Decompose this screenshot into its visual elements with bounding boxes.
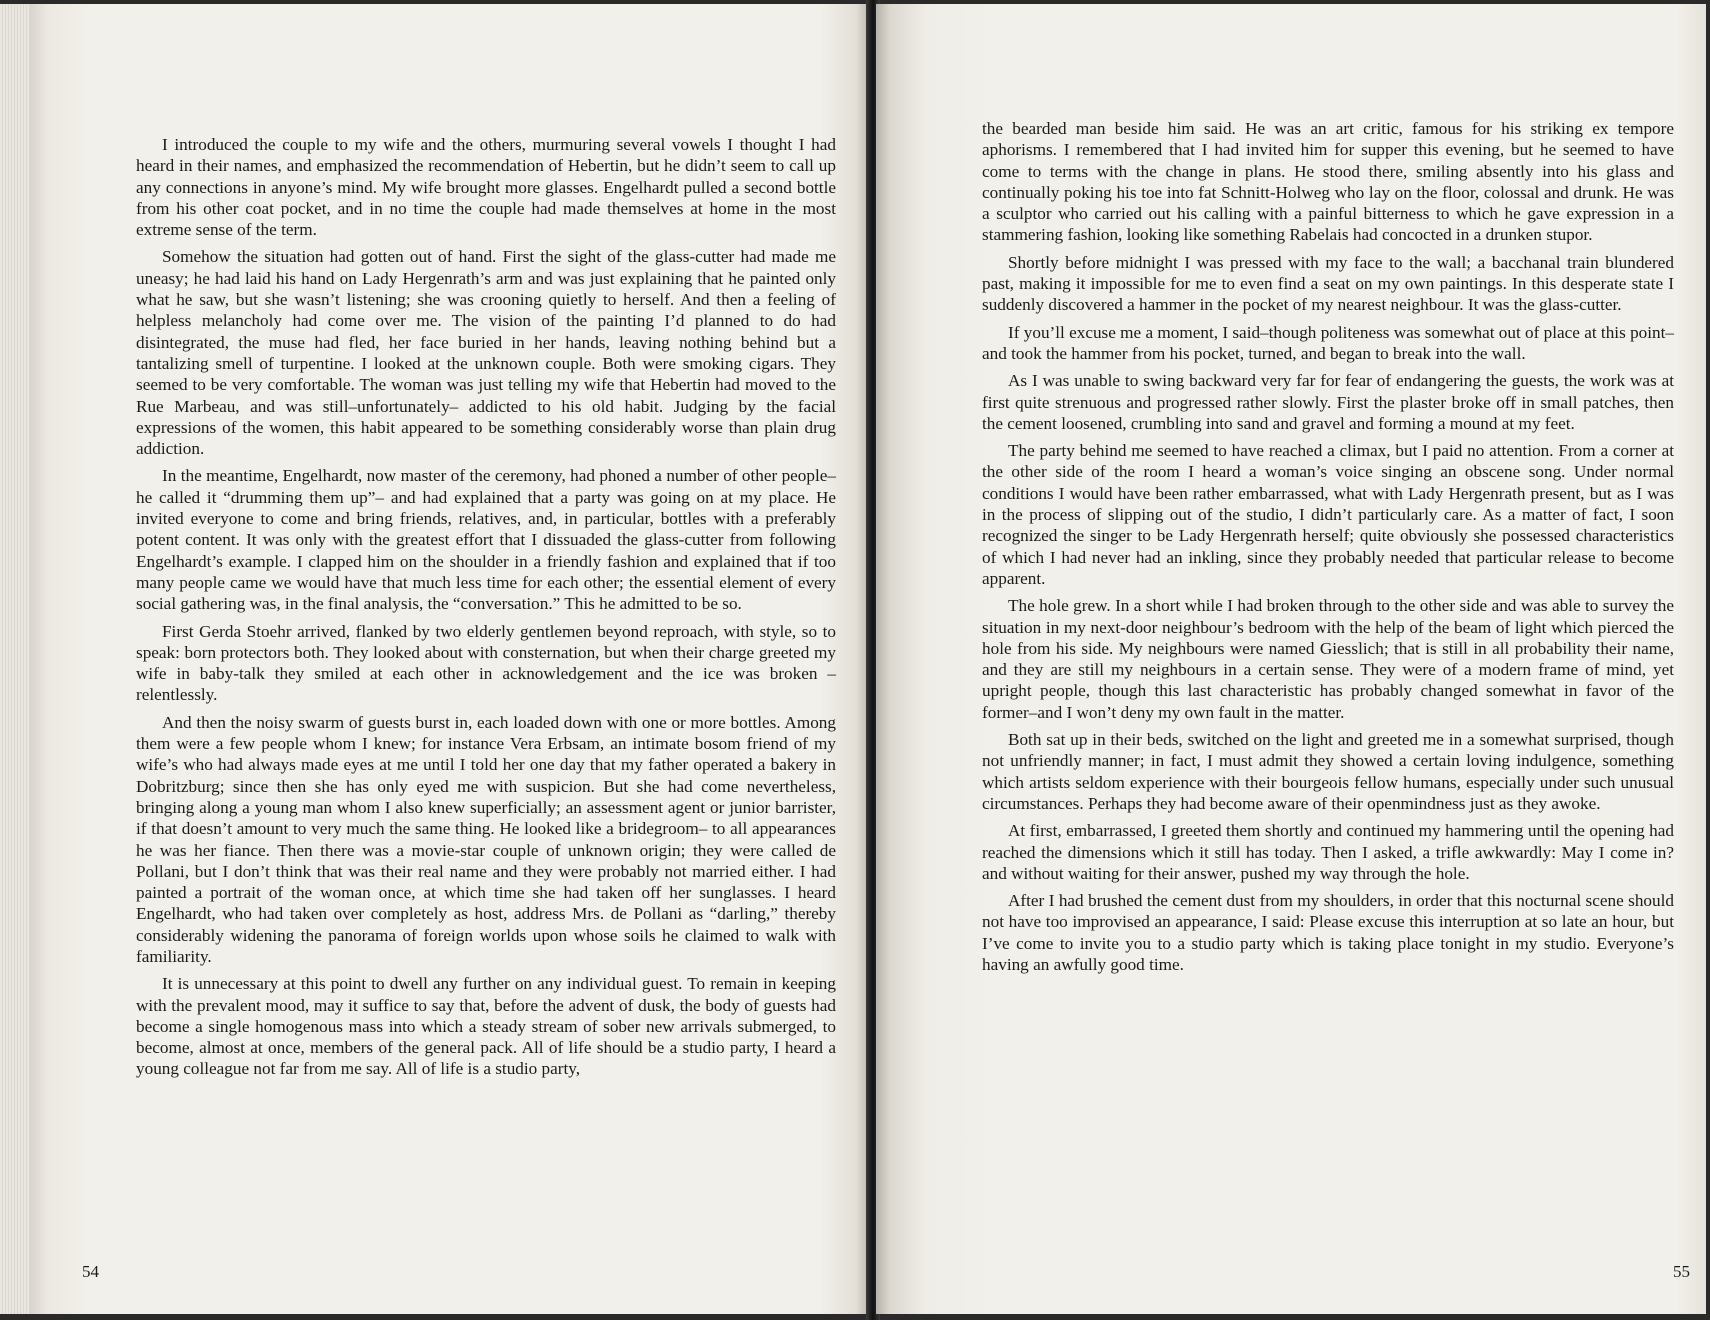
paragraph: Somehow the situation had gotten out of hand. First the sight of the glass-cutter had made me uneasy; he had laid his hand on Lady Hergenrath’s arm and was just explaining that he painted only what he saw, but she wasn’t listening; she was crooning quietly to herself. And then a feeling of helpless melancholy had come over me. The vision of the painting I’d planned to do had disintegrated, the muse had fled, her face buried in her hands, leaving nothing behind but a tantalizing smell of turpentine. I looked at the unknown couple. Both were smoking cigars. They seemed to be very comfortable. The woman was just telling my wife that Hebertin had moved to the Rue Marbeau, and was still–unfortunately– addicted to his old habit. Judging by the facial expressions of the women, this habit appeared to be something considerably worse than plain drug addiction. <box>136 247 836 459</box>
paragraph: After I had brushed the cement dust from my shoulders, in order that this nocturnal scene should not have too improvised an appearance, I said: Please excuse this interruption at so late an hour, but I’ve come to invite you to a studio party which is taking place tonight in my studio. Everyone’s having an awfully good time. <box>982 891 1674 974</box>
paragraph: In the meantime, Engelhardt, now master of the ceremony, had phoned a number of other people– he called it “drumming them up”– and had explained that a party was going on at my place. He invited everyone to come and bring friends, relatives, and, in particular, bottles with a preferably potent content. It was only with the greatest effort that I dissuaded the glass-cutter from following Engelhardt’s example. I clapped him on the shoulder in a friendly fashion and explained that if too many people came we would have that much less time for each other; the essential element of every social gathering was, in the final analysis, the “conversation.” This he admitted to be so. <box>136 466 836 614</box>
paragraph-continued: the bearded man beside him said. He was an art critic, famous for his striking ex tempore aphorisms. I remembered that I had invited him for supper this evening, but he seemed to have come to terms with the change in plans. He stood there, smiling absently into his glass and continually poking his toe into fat Schnitt-Holweg who lay on the floor, colossal and drunk. He was a sculptor who carried out his calling with a painful bitterness to which he gave expression in a stammering fashion, looking like something Rabelais had concocted in a drunken stupor. <box>982 119 1674 245</box>
paragraph: Shortly before midnight I was pressed with my face to the wall; a bacchanal train blundered past, making it impossible for me to even find a seat on my own paintings. In this desperate state I suddenly discovered a hammer in the pocket of my nearest neighbour. It was the glass-cutter. <box>982 252 1674 315</box>
paragraph: As I was unable to swing backward very far for fear of endangering the guests, the work was at first quite strenuous and progressed rather slowly. First the plaster broke off in small patches, then the cement loosened, crumbling into sand and gravel and forming a mound at my feet. <box>982 371 1674 433</box>
right-page <box>876 4 1706 1314</box>
page-edges <box>0 4 32 1314</box>
left-page-text <box>136 134 836 1086</box>
paragraph: The hole grew. In a short while I had broken through to the other side and was able to survey the situation in my next-door neighbour’s bedroom with the help of the beam of light which pierced the hole from his side. My neighbours were named Giesslich; that is still in all probability their name, and they are still my neighbours in a certain sense. They were of a modern frame of mind, yet upright people, though this last characteristic has probably changed somewhat in favor of the former–and I won’t deny my own fault in the matter. <box>982 596 1674 722</box>
paragraph: At first, embarrassed, I greeted them shortly and continued my hammering until the opening had reached the dimensions which it still has today. Then I asked, a trifle awkwardly: May I come in? and without waiting for their answer, pushed my way through the hole. <box>982 821 1674 883</box>
page-number: 54 <box>82 1262 99 1281</box>
left-page <box>30 4 870 1314</box>
paragraph: And then the noisy swarm of guests burst in, each loaded down with one or more bottles. Among them were a few people whom I knew; for instance Vera Erbsam, an intimate bosom friend of my wife’s who had always made eyes at me until I told her one day that my father operated a bakery in Dobritzburg; since then she has only eyed me with suspicion. But she had come nevertheless, bringing along a young man whom I also knew superficially; an assessment agent or junior barrister, if that doesn’t amount to very much the same thing. He looked like a bridegroom– to all appearances he was her fiance. Then there was a movie-star couple of unknown origin; they were called de Pollani, but I don’t think that was their real name and they were probably not married either. I had painted a portrait of the woman once, at which time she had taken off her sunglasses. I heard Engelhardt, who had taken over completely as host, address Mrs. de Pollani as “darling,” thereby considerably widening the panorama of foreign worlds upon whose soils he claimed to walk with familiarity. <box>136 712 836 966</box>
paragraph: Both sat up in their beds, switched on the light and greeted me in a somewhat surprised, though not unfriendly manner; in fact, I must admit they showed a certain loving indulgence, something which artists seldom experience with their bourgeois fellow humans, especially under such unusual circumstances. Perhaps they had become aware of their openmindness just as they awoke. <box>982 730 1674 813</box>
paragraph: The party behind me seemed to have reached a climax, but I paid no attention. From a corner at the other side of the room I heard a woman’s voice singing an obscene song. Under normal conditions I would have been rather embarrassed, what with Lady Hergenrath present, but as I was in the process of slipping out of the studio, I didn’t particularly care. As a matter of fact, I soon recognized the singer to be Lady Hergenrath herself; quite obviously she possessed characteristics of which I had never had an inkling, since they probably needed that particular release to become apparent. <box>982 441 1674 588</box>
page-number: 55 <box>1673 1262 1690 1281</box>
paragraph: If you’ll excuse me a moment, I said–though politeness was somewhat out of place at this point–and took the hammer from his pocket, turned, and began to break into the wall. <box>982 322 1674 363</box>
paragraph: First Gerda Stoehr arrived, flanked by two elderly gentlemen beyond reproach, with style, so to speak: born protectors both. They looked about with consternation, but when their charge greeted my wife in baby-talk they smiled at each other in acknowledgement and the ice was broken – relentlessly. <box>136 621 836 705</box>
paragraph: It is unnecessary at this point to dwell any further on any individual guest. To remain in keeping with the prevalent mood, may it suffice to say that, before the advent of dusk, the body of guests had become a single homogenous mass into which a steady stream of sober new arrivals submerged, to become, almost at once, members of the general pack. All of life should be a studio party, I heard a young colleague not far from me say. All of life is a studio party, <box>136 974 836 1079</box>
paragraph: I introduced the couple to my wife and the others, murmuring several vowels I thought I had heard in their names, and emphasized the recommendation of Hebertin, but he didn’t seem to call up any connections in anyone’s mind. My wife brought more glasses. Engelhardt pulled a second bottle from his other coat pocket, and in no time the couple had made themselves at home in the most extreme sense of the term. <box>136 135 836 240</box>
right-page-text <box>982 118 1674 981</box>
